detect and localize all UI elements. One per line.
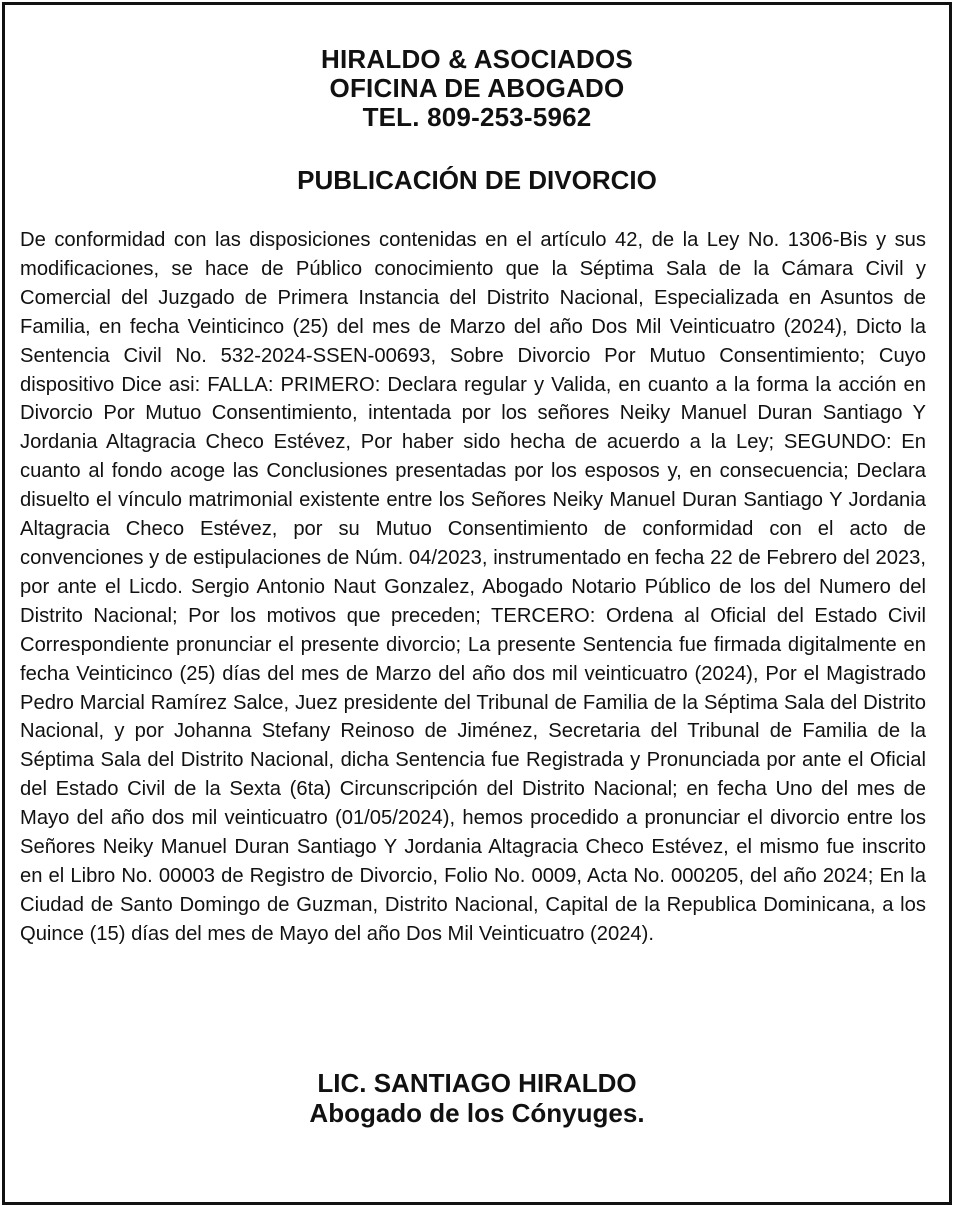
firm-name: HIRALDO & ASOCIADOS [321, 44, 633, 74]
signatory-role: Abogado de los Cónyuges. [309, 1098, 645, 1128]
letterhead [0, 45, 954, 132]
signatory-name: LIC. SANTIAGO HIRALDO [317, 1068, 637, 1098]
document-title: PUBLICACIÓN DE DIVORCIO [297, 165, 657, 195]
office-name: OFICINA DE ABOGADO [329, 73, 625, 103]
notice-body: De conformidad con las disposiciones contenidas en el artículo 42, de la Ley No. 1306-Bis y sus modificaciones, se hace de Público conocimiento que la Séptima Sala de la Cámara Civil y Comercial del Juzgado de Primera Instancia del Distrito Nacional, Especializada en Asuntos de Familia, en fecha Veinticinco (25) del mes de Marzo del año Dos Mil Veinticuatro (2024), Dicto la Sentencia Civil No. 532-2024-SSEN-00693, Sobre Divorcio Por Mutuo Consentimiento; Cuyo dispositivo Dice asi: FALLA: PRIMERO: Declara regular y Valida, en cuanto a la forma la acción en Divorcio Por Mutuo Consentimiento, intentada por los señores Neiky Manuel Duran Santiago Y Jordania Altagracia Checo Estévez, Por haber sido hecha de acuerdo a la Ley; SEGUNDO: En cuanto al fondo acoge las Conclusiones presentadas por los esposos y, en consecuencia; Declara disuelto el vínculo matrimonial existente entre los Señores Neiky Manuel Duran Santiago Y Jordania Altagracia Checo Estévez, por su Mutuo Consentimiento de conformidad con el acto de convenciones y de estipulaciones de Núm. 04/2023, instrumentado en fecha 22 de Febrero del 2023, por ante el Licdo. Sergio Antonio Naut Gonzalez, Abogado Notario Público de los del Numero del Distrito Nacional; Por los motivos que preceden; TERCERO: Ordena al Oficial del Estado Civil Correspondiente pronunciar el presente divorcio; La presente Sentencia fue firmada digitalmente en fecha Veinticinco (25) días del mes de Marzo del año dos mil veinticuatro (2024), Por el Magistrado Pedro Marcial Ramírez Salce, Juez presidente del Tribunal de Familia de la Séptima Sala del Distrito Nacional, y por Johanna Stefany Reinoso de Jiménez, Secretaria del Tribunal de Familia de la Séptima Sala del Distrito Nacional, dicha Sentencia fue Registrada y Pronunciada por ante el Oficial del Estado Civil de la Sexta (6ta) Circunscripción del Distrito Nacional; en fecha Uno del mes de Mayo del año dos mil veinticuatro (01/05/2024), hemos procedido a pronunciar el divorcio entre los Señores Neiky Manuel Duran Santiago Y Jordania Altagracia Checo Estévez, el mismo fue inscrito en el Libro No. 00003 de Registro de Divorcio, Folio No. 0009, Acta No. 000205, del año 2024; En la Ciudad de Santo Domingo de Guzman, Distrito Nacional, Capital de la Republica Dominicana, a los Quince (15) días del mes de Mayo del año Dos Mil Veinticuatro (2024). [20, 229, 926, 945]
signature-block [0, 1068, 954, 1128]
phone-number: TEL. 809-253-5962 [362, 102, 592, 132]
